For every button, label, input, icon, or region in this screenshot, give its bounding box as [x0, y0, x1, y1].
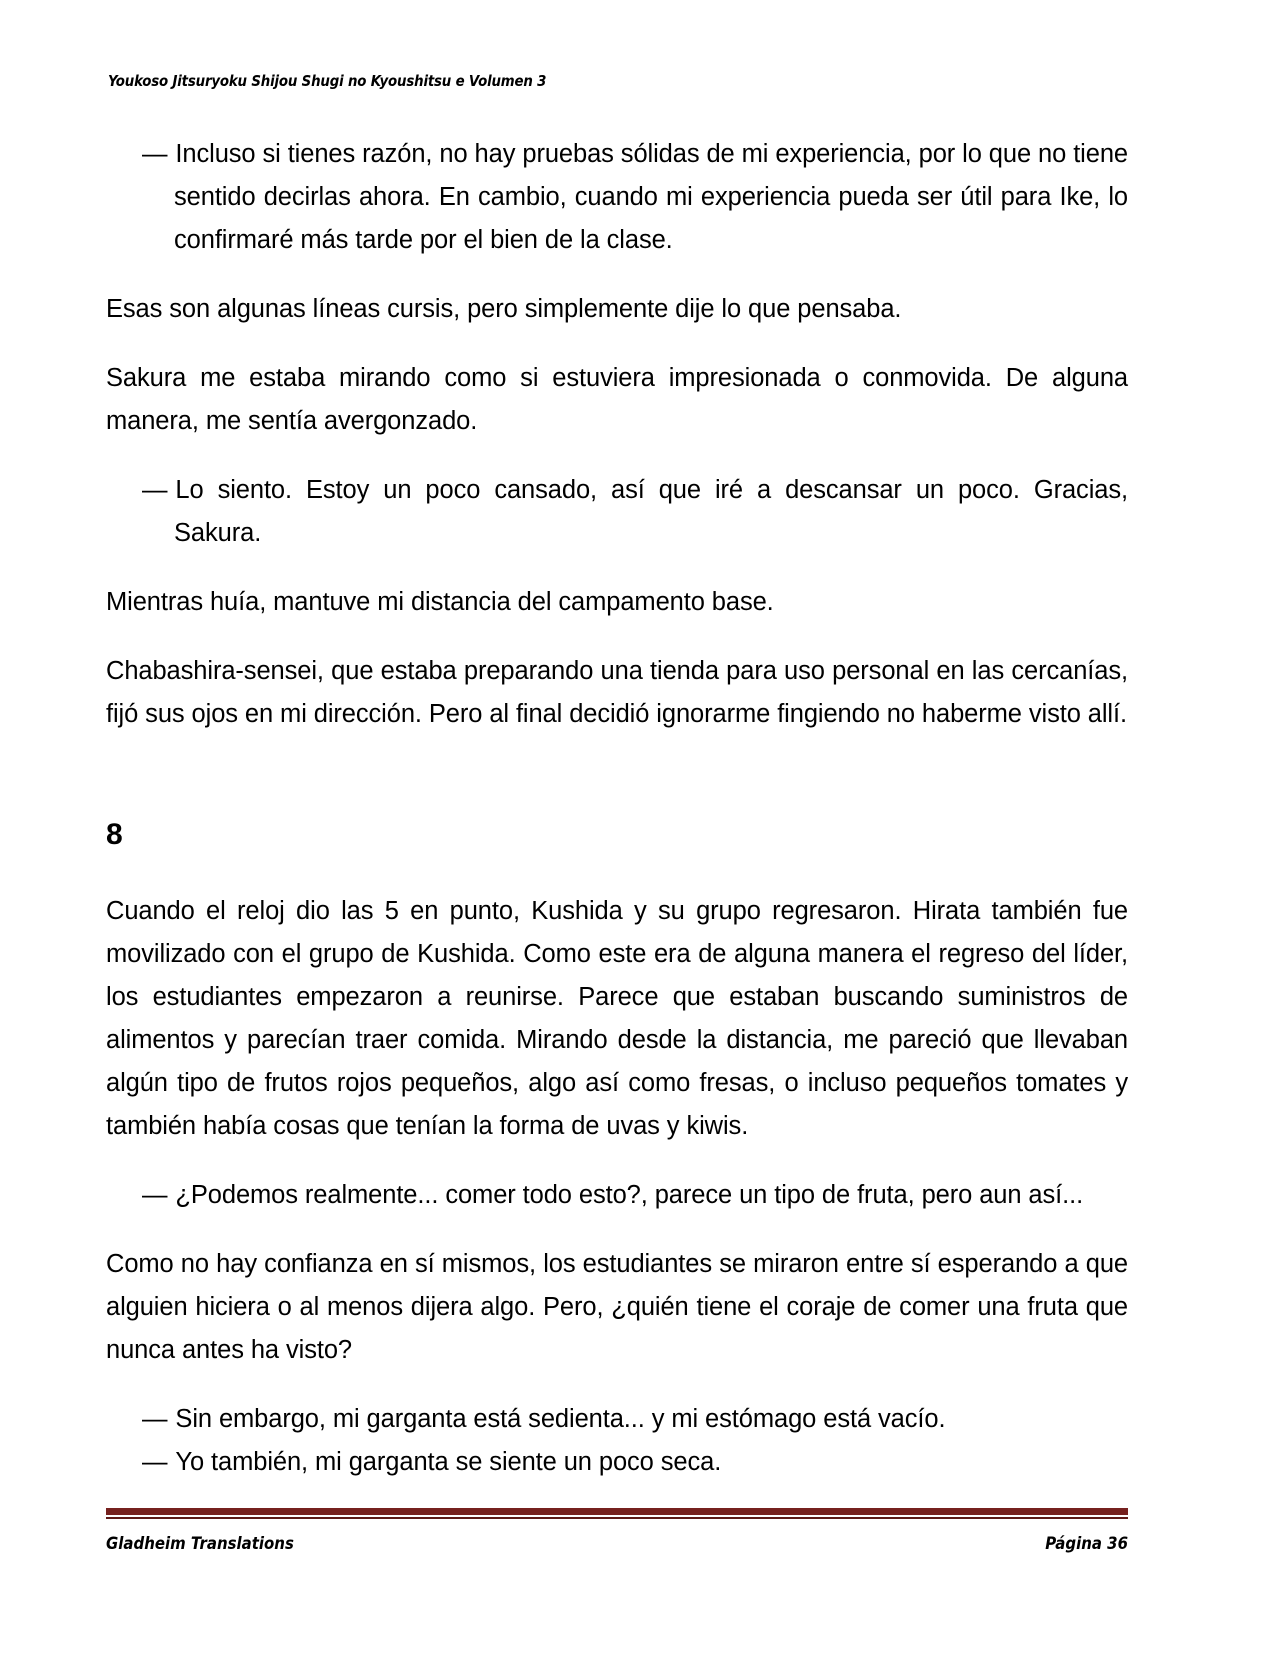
dialogue-block [106, 1398, 1128, 1441]
paragraph: Como no hay confianza en sí mismos, los estudiantes se miraron entre sí esperando a que alguien hiciera o al menos dijera algo. Pero, ¿quién tiene el coraje de comer una fruta que nunca antes ha visto? [106, 1250, 1128, 1364]
footer-translator-credit: Gladheim Translations [106, 1534, 294, 1554]
dialogue-text: Lo siento. Estoy un poco cansado, así que iré a descansar un poco. Gracias, Sakura. [174, 476, 1128, 547]
document-body [106, 133, 1128, 1510]
dialogue-text: Incluso si tienes razón, no hay pruebas sólidas de mi experiencia, por lo que no tiene sentido decirlas ahora. En cambio, cuando mi experiencia pueda ser útil para Ike, lo confirmaré más tarde por el bien de la clase. [174, 140, 1128, 254]
em-dash: — [142, 1181, 168, 1209]
dialogue-text: Sin embargo, mi garganta está sedienta... y mi estómago está vacío. [175, 1405, 946, 1433]
dialogue-block [106, 1441, 1128, 1484]
em-dash: — [142, 1448, 168, 1476]
dialogue-block [106, 133, 1128, 262]
running-header-title: Youkoso Jitsuryoku Shijou Shugi no Kyoushitsu e Volumen 3 [108, 72, 547, 90]
paragraph: Esas son algunas líneas cursis, pero simplemente dije lo que pensaba. [106, 295, 902, 323]
paragraph: Chabashira-sensei, que estaba preparando una tienda para uso personal en las cercanías, fijó sus ojos en mi dirección. Pero al final decidió ignorarme fingiendo no haberme visto allí. [106, 657, 1128, 728]
em-dash: — [142, 1405, 168, 1433]
dialogue-text: Yo también, mi garganta se siente un poco seca. [175, 1448, 722, 1476]
paragraph: Mientras huía, mantuve mi distancia del campamento base. [106, 588, 774, 616]
footer-row [106, 1534, 1128, 1554]
page-footer [106, 1508, 1128, 1554]
dialogue-block [106, 469, 1128, 555]
section-number-heading: 8 [106, 818, 123, 851]
em-dash: — [142, 140, 168, 168]
section-spacer [106, 762, 1128, 820]
dialogue-text: ¿Podemos realmente... comer todo esto?, parece un tipo de fruta, pero aun así... [175, 1181, 1084, 1209]
dialogue-block [106, 1174, 1128, 1217]
footer-rule-thick [106, 1508, 1128, 1515]
footer-page-number: Página 36 [1045, 1534, 1128, 1554]
em-dash: — [142, 476, 168, 504]
paragraph: Sakura me estaba mirando como si estuviera impresionada o conmovida. De alguna manera, me sentía avergonzado. [106, 364, 1128, 435]
footer-rule-thin [106, 1517, 1128, 1519]
paragraph: Cuando el reloj dio las 5 en punto, Kushida y su grupo regresaron. Hirata también fue movilizado con el grupo de Kushida. Como este era de alguna manera el regreso del líder, los estudiantes empezaron a reunirse. Parece que estaban buscando suministros de alimentos y parecían traer comida. Mirando desde la distancia, me pareció que llevaban algún tipo de frutos rojos pequeños, algo así como fresas, o incluso pequeños tomates y también había cosas que tenían la forma de uvas y kiwis. [106, 897, 1128, 1140]
